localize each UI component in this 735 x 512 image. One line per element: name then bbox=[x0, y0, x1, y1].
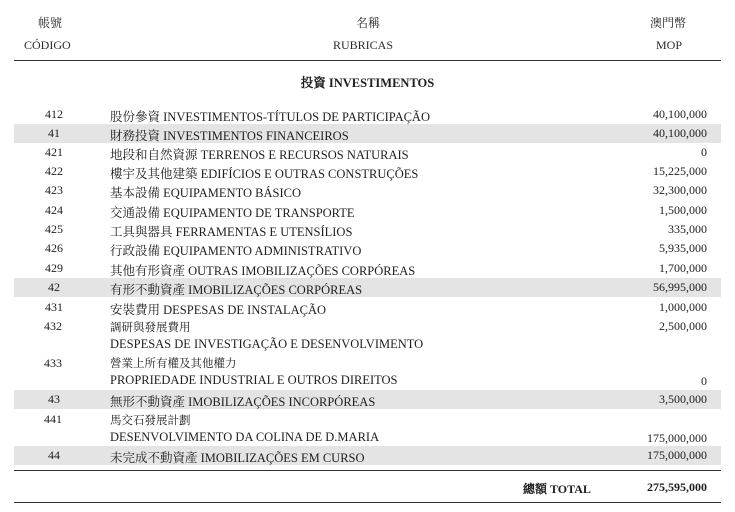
table-row bbox=[14, 181, 721, 200]
table-row bbox=[14, 220, 721, 239]
row-amount: 3,500,000 bbox=[659, 392, 707, 406]
row-amount: 175,000,000 bbox=[647, 431, 707, 445]
row-code: 426 bbox=[45, 241, 63, 255]
row-code: 422 bbox=[45, 164, 63, 178]
table-row bbox=[14, 259, 721, 278]
row-desc-pt: DESPESAS DE INVESTIGAÇÃO E DESENVOLVIMENTO bbox=[110, 337, 424, 351]
row-code: 412 bbox=[45, 107, 63, 121]
row-amount: 175,000,000 bbox=[647, 448, 707, 462]
row-code: 425 bbox=[45, 222, 63, 236]
row-desc: 工具與器具 FERRAMENTAS E UTENSÍLIOS bbox=[110, 225, 353, 239]
row-desc-zh: 馬交石發展計劃 bbox=[110, 415, 191, 427]
table-row bbox=[14, 105, 721, 124]
header-currency-zh: 澳門幣 bbox=[650, 16, 687, 30]
row-code: 424 bbox=[45, 203, 63, 217]
row-amount: 335,000 bbox=[668, 222, 707, 236]
row-amount: 40,100,000 bbox=[653, 107, 707, 121]
table-row bbox=[14, 201, 721, 220]
row-desc: 有形不動資產 IMOBILIZAÇÕES CORPÓREAS bbox=[110, 283, 363, 297]
row-amount: 1,700,000 bbox=[659, 261, 707, 275]
row-desc: 樓宇及其他建築 EDIFÍCIOS E OUTRAS CONSTRUÇÕES bbox=[110, 167, 419, 181]
row-desc-pt: PROPRIEDADE INDUSTRIAL E OUTROS DIREITOS bbox=[110, 373, 398, 387]
row-desc: 其他有形資產 OUTRAS IMOBILIZAÇÕES CORPÓREAS bbox=[110, 264, 416, 278]
table-row bbox=[14, 298, 721, 317]
header-rule bbox=[14, 60, 721, 61]
row-desc: 財務投資 INVESTIMENTOS FINANCEIROS bbox=[110, 129, 349, 143]
row-desc-pt: DESENVOLVIMENTO DA COLINA DE D.MARIA bbox=[110, 430, 380, 444]
row-code: 42 bbox=[48, 280, 60, 294]
row-amount: 56,995,000 bbox=[653, 280, 707, 294]
total-rule bbox=[14, 502, 721, 503]
row-code: 44 bbox=[48, 448, 60, 462]
table-row bbox=[14, 124, 721, 143]
table-row bbox=[14, 446, 721, 465]
total-amount: 275,595,000 bbox=[647, 480, 707, 494]
row-code: 441 bbox=[44, 412, 62, 426]
row-desc: 行政設備 EQUIPAMENTO ADMINISTRATIVO bbox=[110, 244, 362, 258]
row-code: 41 bbox=[48, 126, 60, 140]
row-amount: 0 bbox=[701, 374, 707, 388]
row-amount: 1,000,000 bbox=[659, 300, 707, 314]
row-amount: 2,500,000 bbox=[659, 319, 707, 333]
section-title: 投資 INVESTIMENTOS bbox=[300, 76, 435, 90]
row-code: 432 bbox=[44, 319, 62, 333]
row-desc: 安裝費用 DESPESAS DE INSTALAÇÃO bbox=[110, 303, 327, 317]
header-currency-pt: MOP bbox=[656, 38, 683, 52]
row-desc: 未完成不動資產 IMOBILIZAÇÕES EM CURSO bbox=[110, 451, 365, 465]
row-amount: 15,225,000 bbox=[653, 164, 707, 178]
row-code: 431 bbox=[45, 300, 63, 314]
table-row bbox=[14, 390, 721, 409]
table-row bbox=[14, 278, 721, 297]
header-rubric-zh: 名稱 bbox=[356, 16, 381, 30]
row-desc: 股份參資 INVESTIMENTOS-TÍTULOS DE PARTICIPAÇÃO bbox=[110, 110, 430, 124]
row-desc: 地段和自然資源 TERRENOS E RECURSOS NATURAIS bbox=[110, 148, 409, 162]
row-amount: 5,935,000 bbox=[659, 241, 707, 255]
row-amount: 1,500,000 bbox=[659, 203, 707, 217]
row-desc: 交通設備 EQUIPAMENTO DE TRANSPORTE bbox=[110, 206, 355, 220]
header-rubric-pt: RUBRICAS bbox=[333, 38, 394, 52]
row-code: 423 bbox=[45, 183, 63, 197]
total-label: 總額 TOTAL bbox=[523, 482, 591, 496]
row-desc: 基本設備 EQUIPAMENTO BÁSICO bbox=[110, 186, 301, 200]
row-amount: 0 bbox=[701, 145, 707, 159]
row-code: 43 bbox=[48, 392, 60, 406]
row-code: 433 bbox=[44, 356, 62, 370]
row-desc: 無形不動資產 IMOBILIZAÇÕES INCORPÓREAS bbox=[110, 395, 376, 409]
table-row bbox=[14, 143, 721, 162]
row-desc-zh: 調研與發展費用 bbox=[110, 322, 191, 334]
row-desc-zh: 營業上所有權及其他權力 bbox=[110, 358, 237, 370]
table-row bbox=[14, 162, 721, 181]
header-code-pt: CÓDIGO bbox=[24, 38, 71, 52]
row-code: 429 bbox=[45, 261, 63, 275]
row-code: 421 bbox=[45, 145, 63, 159]
table-row bbox=[14, 239, 721, 258]
table-bottom-rule bbox=[14, 470, 721, 471]
header-code-zh: 帳號 bbox=[38, 16, 63, 30]
row-amount: 40,100,000 bbox=[653, 126, 707, 140]
row-amount: 32,300,000 bbox=[653, 183, 707, 197]
